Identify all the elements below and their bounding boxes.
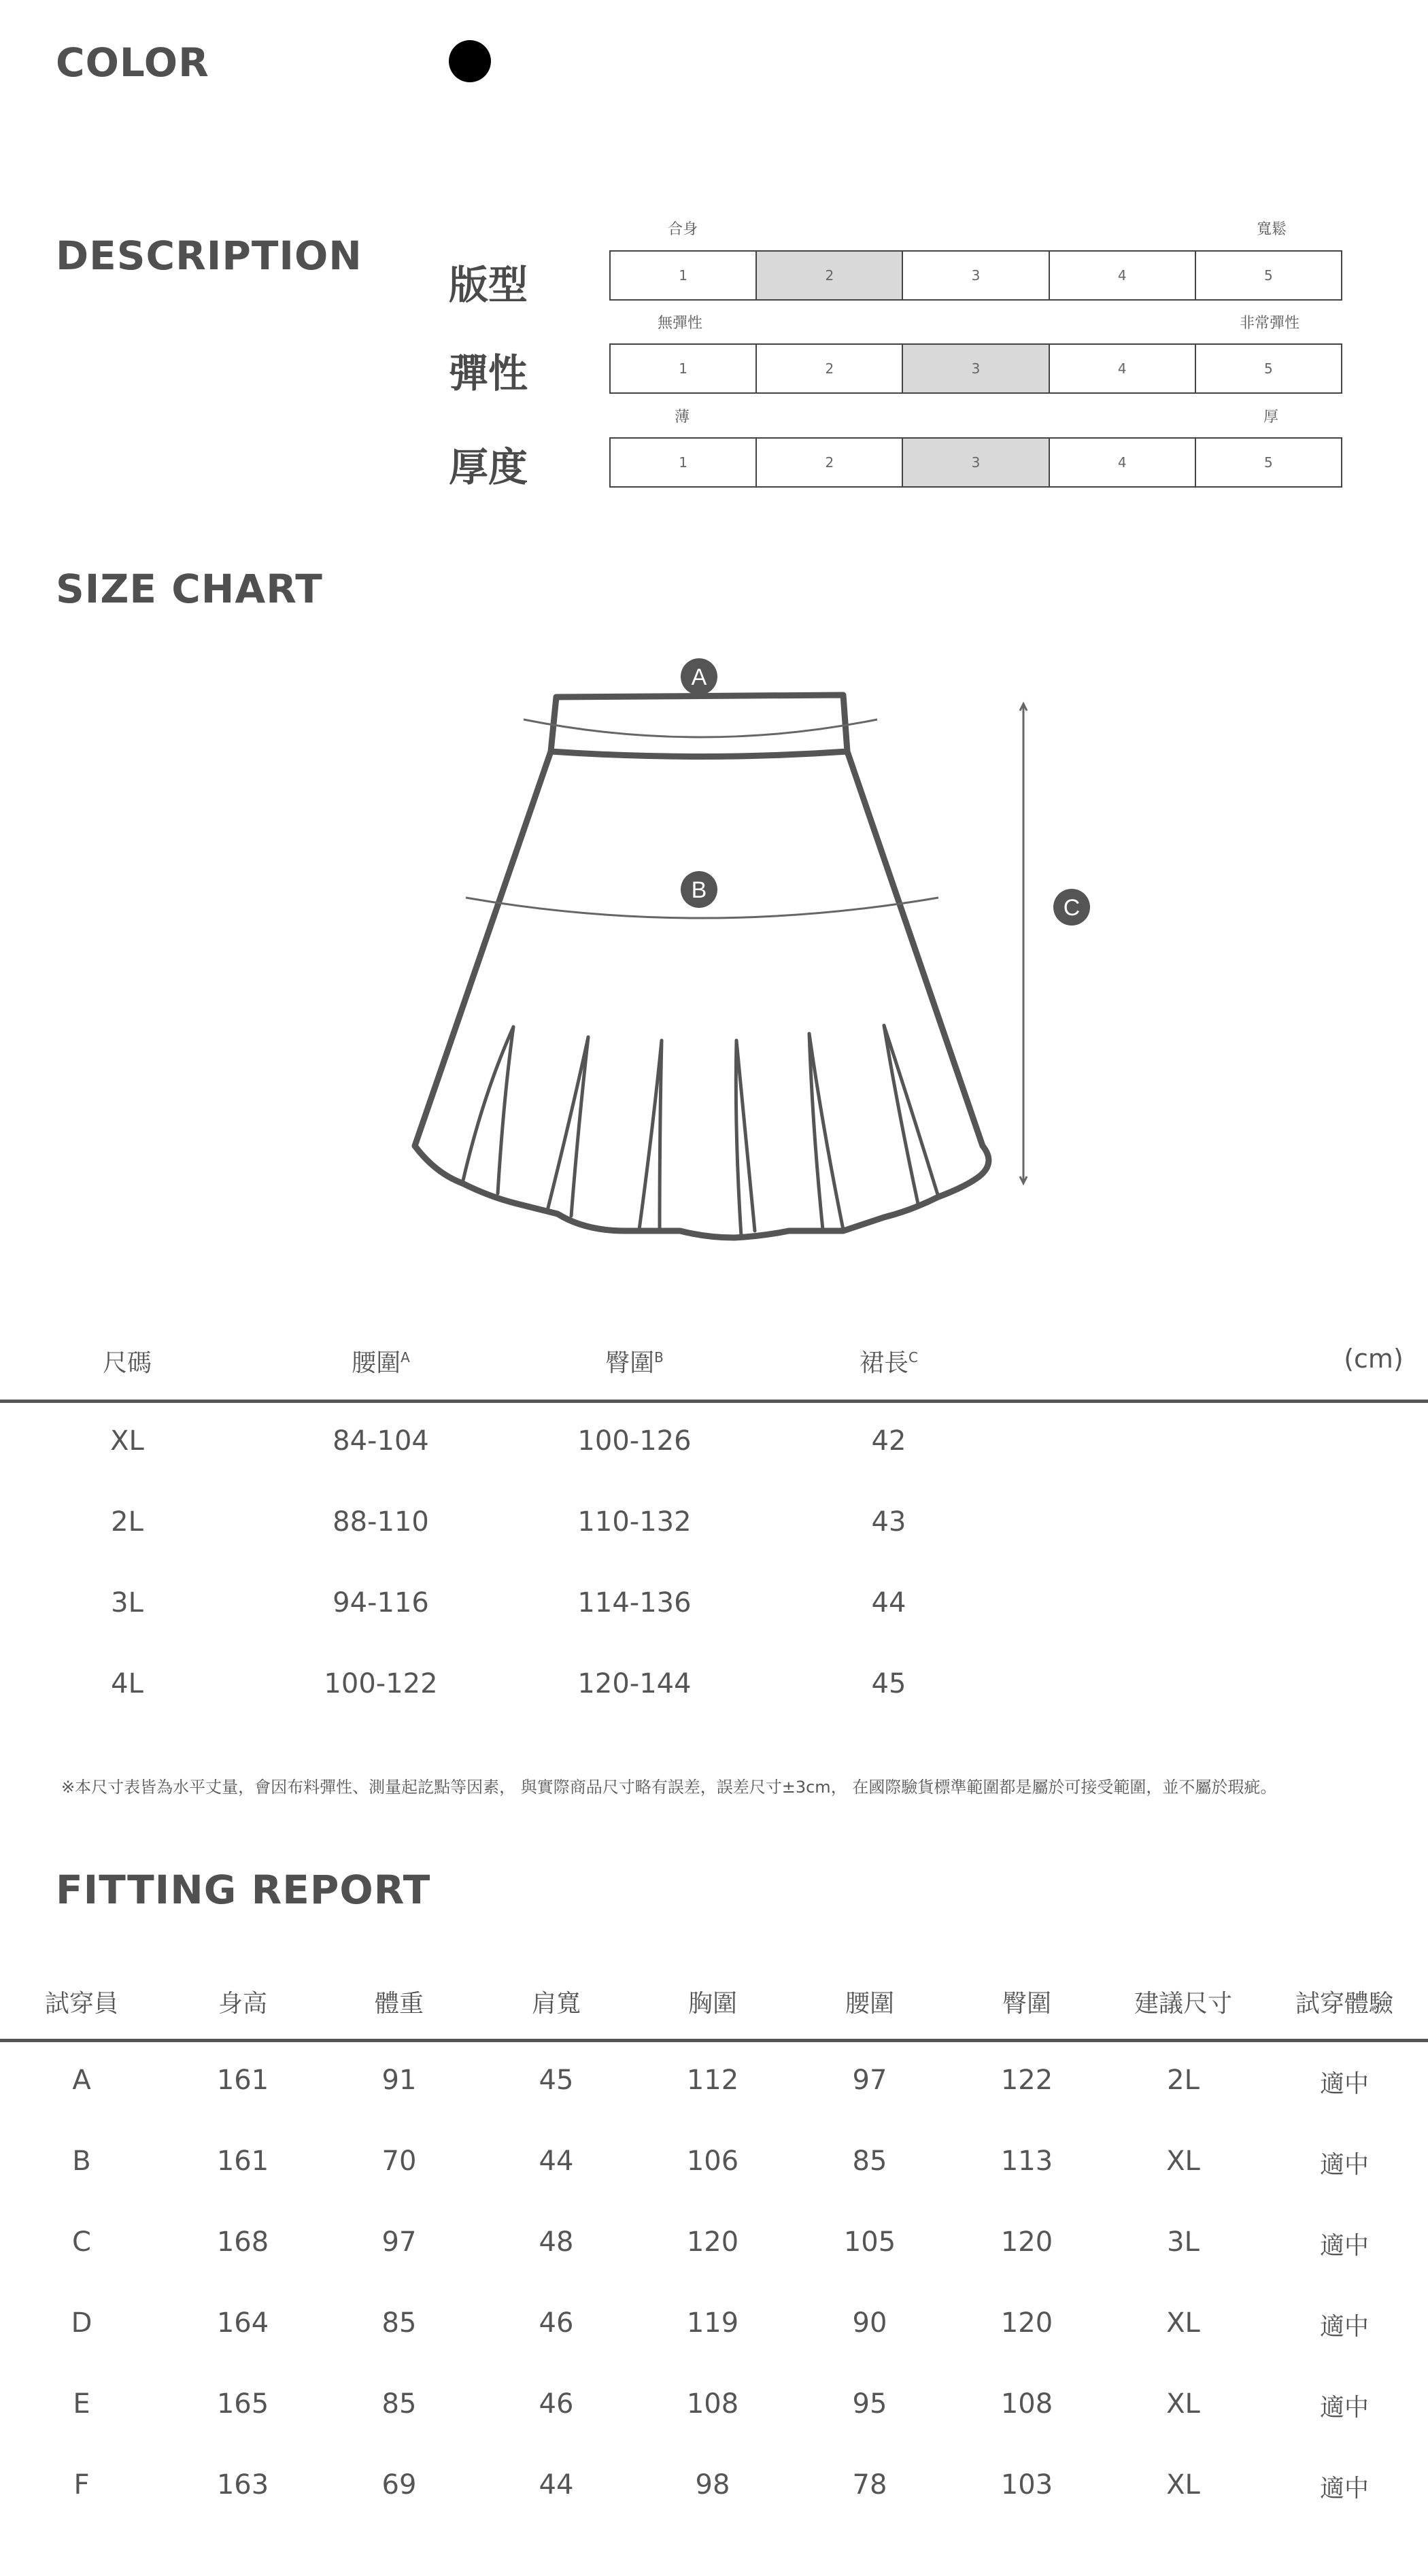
elasticity-left-note: 無彈性 <box>658 315 703 332</box>
fitting-header-cell: 試穿體驗 <box>1295 1990 1393 2018</box>
size-table-cell: 120-144 <box>577 1668 692 1699</box>
fitting-table-cell: 122 <box>1000 2065 1053 2096</box>
fitting-table-cell: 85 <box>381 2307 417 2339</box>
fitting-table-cell: E <box>73 2388 90 2420</box>
size-table-cell: 2L <box>111 1506 143 1538</box>
size-table-cell: 88-110 <box>333 1506 429 1538</box>
size-header-length: 裙長$^C$ <box>860 1349 918 1377</box>
fitting-table-cell: 97 <box>852 2065 887 2096</box>
elasticity-scale <box>609 343 1342 394</box>
fitting-table-cell: 106 <box>686 2146 739 2177</box>
elasticity-scale-cell: 5 <box>1264 360 1273 377</box>
svg-text:A: A <box>691 664 707 690</box>
fit-scale-cell-selected: 2 <box>757 252 903 299</box>
thickness-scale <box>609 437 1342 488</box>
fitting-table-cell: 46 <box>539 2388 574 2420</box>
thickness-label: 厚度 <box>449 444 528 490</box>
skirt-waistband <box>551 695 847 757</box>
size-table-cell: 110-132 <box>577 1506 692 1538</box>
fitting-header-cell: 體重 <box>374 1990 424 2018</box>
color-swatch-black[interactable] <box>449 40 491 82</box>
fitting-table-cell: 44 <box>539 2469 574 2501</box>
fitting-table-cell: 165 <box>216 2388 269 2420</box>
fitting-table-cell: 108 <box>686 2388 739 2420</box>
fitting-header-cell: 試穿員 <box>44 1990 118 2018</box>
size-table-cell: XL <box>110 1425 144 1457</box>
size-unit: (cm) <box>1344 1344 1404 1374</box>
size-table-cell: 3L <box>111 1587 143 1619</box>
size-table-cell: 44 <box>871 1587 906 1619</box>
elasticity-scale-cell-selected: 3 <box>903 345 1049 392</box>
fitting-table-cell: 78 <box>852 2469 887 2501</box>
fitting-report-title: FITTING REPORT <box>56 1867 431 1913</box>
thickness-right-note: 厚 <box>1263 409 1279 426</box>
fitting-table-cell: D <box>71 2307 92 2339</box>
fitting-table-cell: 48 <box>539 2226 574 2258</box>
fitting-header-cell: 胸圍 <box>687 1990 737 2018</box>
elasticity-scale-cell: 1 <box>611 345 757 392</box>
fitting-table-cell: 適中 <box>1319 2070 1369 2098</box>
fitting-header-cell: 身高 <box>218 1990 267 2018</box>
size-table-cell: 45 <box>871 1668 906 1699</box>
fit-left-note: 合身 <box>668 221 698 238</box>
size-table-cell: 100-126 <box>577 1425 692 1457</box>
fitting-header-cell: 臀圍 <box>1002 1990 1051 2018</box>
fitting-header-cell: 腰圍 <box>845 1990 894 2018</box>
fitting-table-cell: 70 <box>381 2146 417 2177</box>
fitting-table-cell: 46 <box>539 2307 574 2339</box>
color-title: COLOR <box>56 39 209 86</box>
fitting-table-cell: 119 <box>686 2307 739 2339</box>
fitting-table-cell: 120 <box>1000 2226 1053 2258</box>
fit-scale-cell: 3 <box>903 252 1049 299</box>
fitting-table-cell: 91 <box>381 2065 417 2096</box>
thickness-scale-cell-selected: 3 <box>903 439 1049 486</box>
fitting-table-cell: 3L <box>1167 2226 1200 2258</box>
fit-scale-cell: 4 <box>1050 252 1196 299</box>
svg-text:C: C <box>1063 895 1081 921</box>
fitting-table-cell: XL <box>1166 2388 1200 2420</box>
thickness-scale-cell: 2 <box>757 439 903 486</box>
size-table-cell: 100-122 <box>324 1668 438 1699</box>
fitting-table-cell: XL <box>1166 2469 1200 2501</box>
fitting-table-cell: 適中 <box>1319 2151 1369 2179</box>
fitting-table-cell: 85 <box>852 2146 887 2177</box>
size-table-cell: 114-136 <box>577 1587 692 1619</box>
fitting-table-cell: 85 <box>381 2388 417 2420</box>
fitting-header-cell: 肩寬 <box>531 1990 581 2018</box>
fitting-table-cell: 適中 <box>1319 2313 1369 2341</box>
size-table-cell: 4L <box>111 1668 143 1699</box>
fitting-table-cell: 120 <box>686 2226 739 2258</box>
fitting-table-cell: 97 <box>381 2226 417 2258</box>
fitting-table-cell: 163 <box>216 2469 269 2501</box>
thickness-scale-cell: 1 <box>611 439 757 486</box>
fitting-table-cell: A <box>72 2065 91 2096</box>
fitting-table-cell: B <box>72 2146 91 2177</box>
fitting-table-cell: 161 <box>216 2146 269 2177</box>
fitting-table-cell: 2L <box>1167 2065 1200 2096</box>
fitting-header-cell: 建議尺寸 <box>1134 1990 1232 2018</box>
fitting-table-cell: 108 <box>1000 2388 1053 2420</box>
size-header-hip: 臀圍$^B$ <box>605 1349 664 1377</box>
size-note: ※本尺寸表皆為水平丈量，會因布料彈性、測量起訖點等因素， 與實際商品尺寸略有誤差，誤差尺寸±3cm， 在國際驗貨標準範圍都是屬於可接受範圍，並不屬於瑕疵。 <box>61 1778 1277 1797</box>
elasticity-scale-cell: 2 <box>757 345 903 392</box>
size-table-cell: 84-104 <box>333 1425 429 1457</box>
fitting-table-cell: 45 <box>539 2065 574 2096</box>
marker-b <box>681 871 717 908</box>
marker-c <box>1053 889 1090 926</box>
svg-text:B: B <box>691 877 707 903</box>
fit-label: 版型 <box>449 262 528 308</box>
fitting-table-cell: 112 <box>686 2065 739 2096</box>
fitting-table-cell: 95 <box>852 2388 887 2420</box>
fitting-table-cell: XL <box>1166 2307 1200 2339</box>
marker-a <box>681 658 717 695</box>
fitting-table-cell: 105 <box>843 2226 896 2258</box>
fitting-table-cell: C <box>72 2226 91 2258</box>
fitting-table-cell: 168 <box>216 2226 269 2258</box>
size-header-size: 尺碼 <box>102 1349 152 1377</box>
fit-scale <box>609 250 1342 301</box>
fitting-table-cell: XL <box>1166 2146 1200 2177</box>
skirt-diagram <box>381 639 1129 1251</box>
fitting-table-cell: 90 <box>852 2307 887 2339</box>
fitting-table-cell: 103 <box>1000 2469 1053 2501</box>
thickness-scale-cell: 4 <box>1050 439 1196 486</box>
fitting-table-cell: 164 <box>216 2307 269 2339</box>
size-table-cell: 43 <box>871 1506 906 1538</box>
fit-scale-cell: 1 <box>611 252 757 299</box>
fitting-table-divider <box>0 2039 1428 2042</box>
size-table-cell: 42 <box>871 1425 906 1457</box>
fitting-table-cell: 適中 <box>1319 2232 1369 2260</box>
waist-measure-line <box>524 719 877 737</box>
size-table-divider <box>0 1400 1428 1403</box>
thickness-left-note: 薄 <box>675 409 690 426</box>
size-header-waist: 腰圍$^A$ <box>352 1349 410 1377</box>
size-table-cell: 94-116 <box>333 1587 429 1619</box>
fitting-table-cell: F <box>73 2469 90 2501</box>
fit-scale-cell: 5 <box>1264 267 1273 284</box>
fitting-table-cell: 120 <box>1000 2307 1053 2339</box>
thickness-scale-cell: 5 <box>1264 454 1273 471</box>
fitting-table-cell: 113 <box>1000 2146 1053 2177</box>
description-title: DESCRIPTION <box>56 233 362 279</box>
fitting-table-cell: 44 <box>539 2146 574 2177</box>
elasticity-right-note: 非常彈性 <box>1240 315 1300 332</box>
elasticity-scale-cell: 4 <box>1050 345 1196 392</box>
fitting-table-cell: 69 <box>381 2469 417 2501</box>
fitting-table-cell: 98 <box>695 2469 730 2501</box>
fitting-table-cell: 適中 <box>1319 2475 1369 2503</box>
fitting-table-cell: 161 <box>216 2065 269 2096</box>
skirt-pleats <box>462 1026 938 1236</box>
fit-right-note: 寬鬆 <box>1257 221 1287 238</box>
elasticity-label: 彈性 <box>449 350 528 396</box>
fitting-table-cell: 適中 <box>1319 2394 1369 2422</box>
size-chart-title: SIZE CHART <box>56 566 323 612</box>
